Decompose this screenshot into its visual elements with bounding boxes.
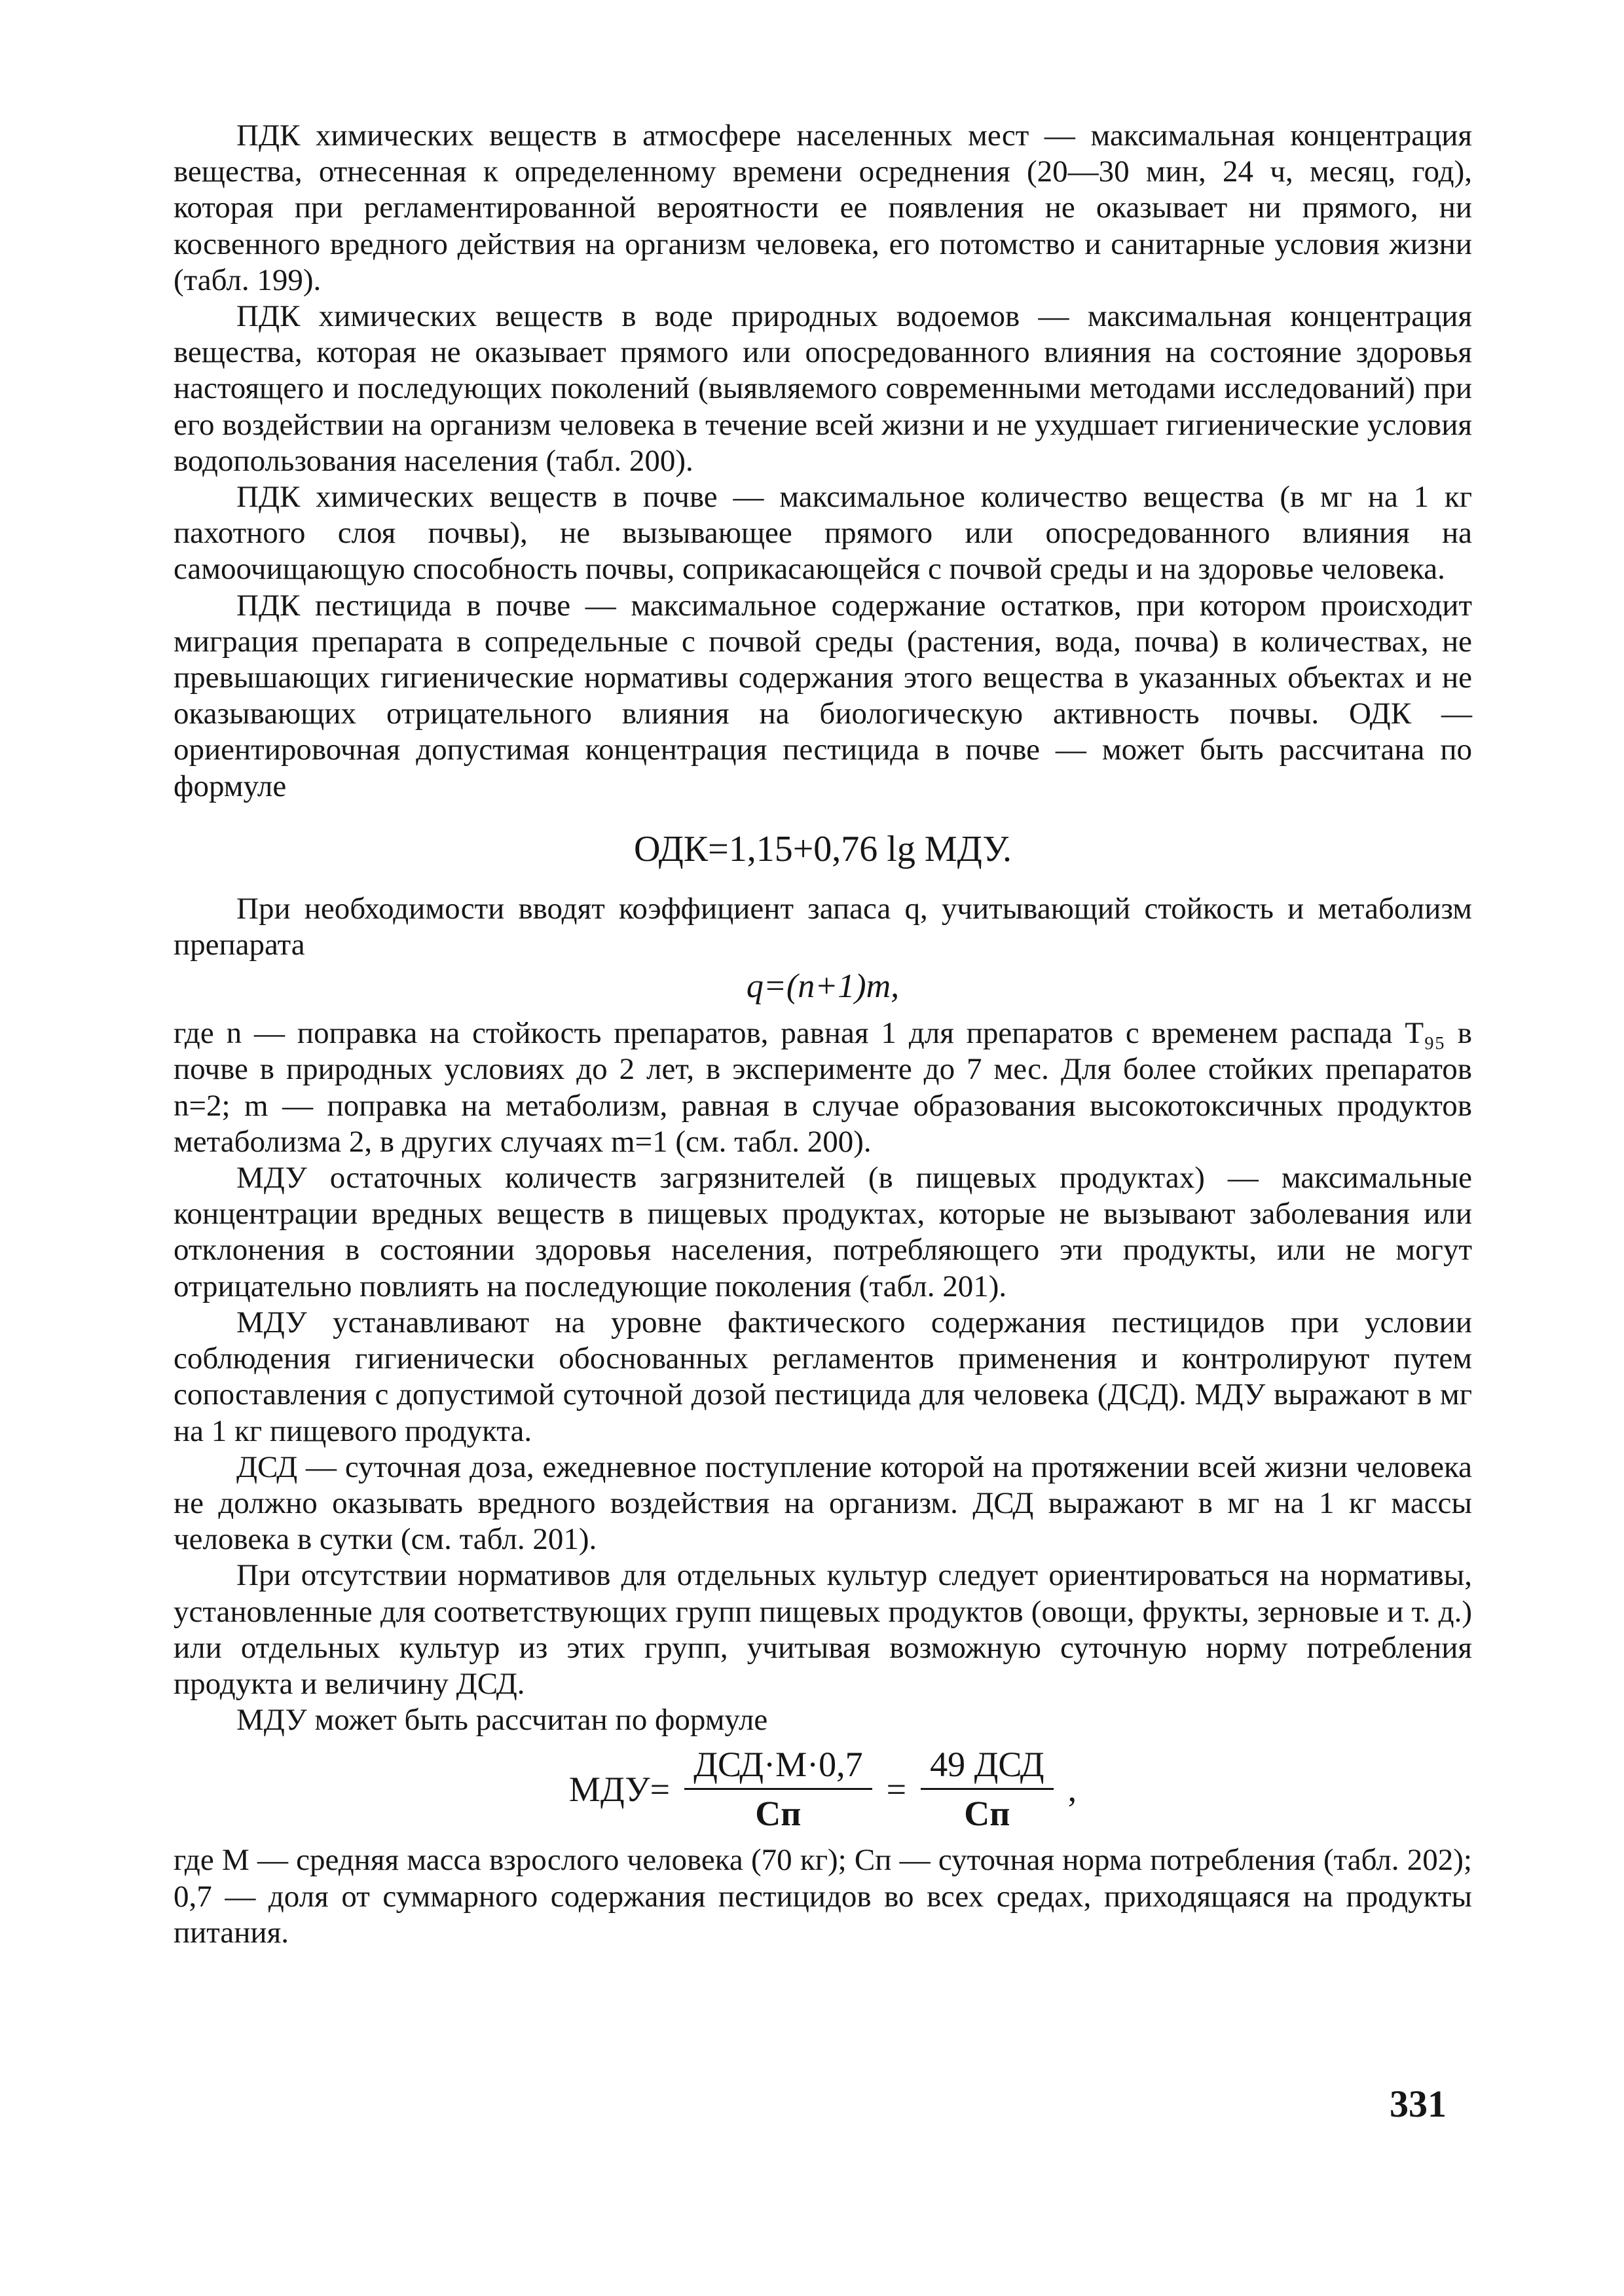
paragraph-pdk-water: ПДК химических веществ в воде природных водоемов — максимальная концентрация вещества, которая не оказывает прямого или опосредованного влияния на состояние здоровья настоящего и последующих поколений (выявляемого современными методами исследований) при его воздействии на организм человека в течение всей жизни и не ухудшает гигиенические условия водопользования населения (табл. 200). — [174, 299, 1472, 478]
paragraph-where-m: где М — средняя масса взрослого человека (70 кг); Сп — суточная норма потребления (табл. 202); 0,7 — доля от суммарного содержания пестицидов во всех средах, приходящаяся на продукты питания. — [174, 1843, 1472, 1950]
paragraph-mdu-definition: МДУ остаточных количеств загрязнителей (в пищевых продуктах) — максимальные концентрации вредных веществ в пищевых продуктах, которые не вызывают заболевания или отклонения в состоянии здоровья населения, потребляющего эти продукты, или не могут отрицательно повлиять на последующие поколения (табл. 201). — [174, 1161, 1472, 1303]
paragraph-pdk-atmosphere: ПДК химических веществ в атмосфере населенных мест — максимальная концентрация вещества, отнесенная к определенному времени осреднения (20—30 мин, 24 ч, месяц, год), которая при регламентированной вероятности ее появления не оказывает ни прямого, ни косвенного вредного действия на организм человека, его потомство и санитарные условия жизни (табл. 199). — [174, 118, 1472, 297]
paragraph-where-n: где n — поправка на стойкость препаратов, равная 1 для препаратов с временем распада T₉₅ в почве в природных условиях до 2 лет, в эксперименте до 7 мес. Для более стойких препаратов n=2; m — поправка на метаболизм, равная в случае образования высокотоксичных продуктов метаболизма 2, в других случаях m=1 (см. табл. 200). — [174, 1016, 1472, 1159]
page-number: 331 — [1390, 2083, 1447, 2125]
formula-mdu-fraction-1 — [684, 1745, 872, 1833]
paragraph-pdk-soil: ПДК химических веществ в почве — максимальное количество вещества (в мг на 1 кг пахотного слоя почвы), не вызывающее прямого или опосредованного влияния на самоочищающую способность почвы, соприкасающейся с почвой среды и на здоровье человека. — [174, 480, 1472, 587]
formula-mdu-equals: = — [886, 1769, 907, 1809]
formula-mdu-fraction-2 — [921, 1745, 1054, 1833]
formula-q: q=(n+1)m, — [746, 968, 900, 1006]
fraction-2-denominator: Сп — [964, 1794, 1010, 1834]
paragraph-dsd: ДСД — суточная доза, ежедневное поступление которой на протяжении всей жизни человека не должно оказывать вредного воздействия на организм. ДСД выражают в мг на 1 кг массы человека в сутки (см. табл. 201). — [174, 1449, 1472, 1557]
formula-mdu — [174, 1745, 1472, 1833]
formula-mdu-lhs: МДУ= — [568, 1769, 671, 1809]
paragraph-pdk-pesticide: ПДК пестицида в почве — максимальное содержание остатков, при котором происходит миграция препарата в сопредельные с почвой среды (растения, вода, почва) в количествах, не превышающих гигиенические нормативы содержания этого вещества в указанных объектах и не оказывающих отрицательного влияния на биологическую активность почвы. ОДК — ориентировочная допустимая концентрация пестицида в почве — может быть рассчитана по формуле — [174, 588, 1472, 803]
fraction-1-numerator: ДСД·М·0,7 — [684, 1745, 872, 1790]
formula-mdu-comma: , — [1067, 1769, 1077, 1809]
paragraph-safety-coefficient: При необходимости вводят коэффициент запаса q, учитывающий стойкость и метаболизм препарата — [174, 891, 1472, 962]
paragraph-mdu-establish: МДУ устанавливают на уровне фактического содержания пестицидов при условии соблюдения гигиенически обоснованных регламентов применения и контролируют путем сопоставления с допустимой суточной дозой пестицида для человека (ДСД). МДУ выражают в мг на 1 кг пищевого продукта. — [174, 1305, 1472, 1448]
paragraph-no-norms: При отсутствии нормативов для отдельных культур следует ориентироваться на нормативы, установленные для соответствующих групп пищевых продуктов (овощи, фрукты, зерновые и т. д.) или отдельных культур из этих групп, учитывая возможную суточную норму потребления продукта и величину ДСД. — [174, 1558, 1472, 1701]
fraction-1-denominator: Сп — [755, 1794, 802, 1834]
formula-odk: ОДК=1,15+0,76 lg МДУ. — [633, 828, 1012, 869]
paragraph-mdu-formula-intro: МДУ может быть рассчитан по формуле — [236, 1703, 768, 1738]
fraction-2-numerator: 49 ДСД — [921, 1745, 1054, 1790]
